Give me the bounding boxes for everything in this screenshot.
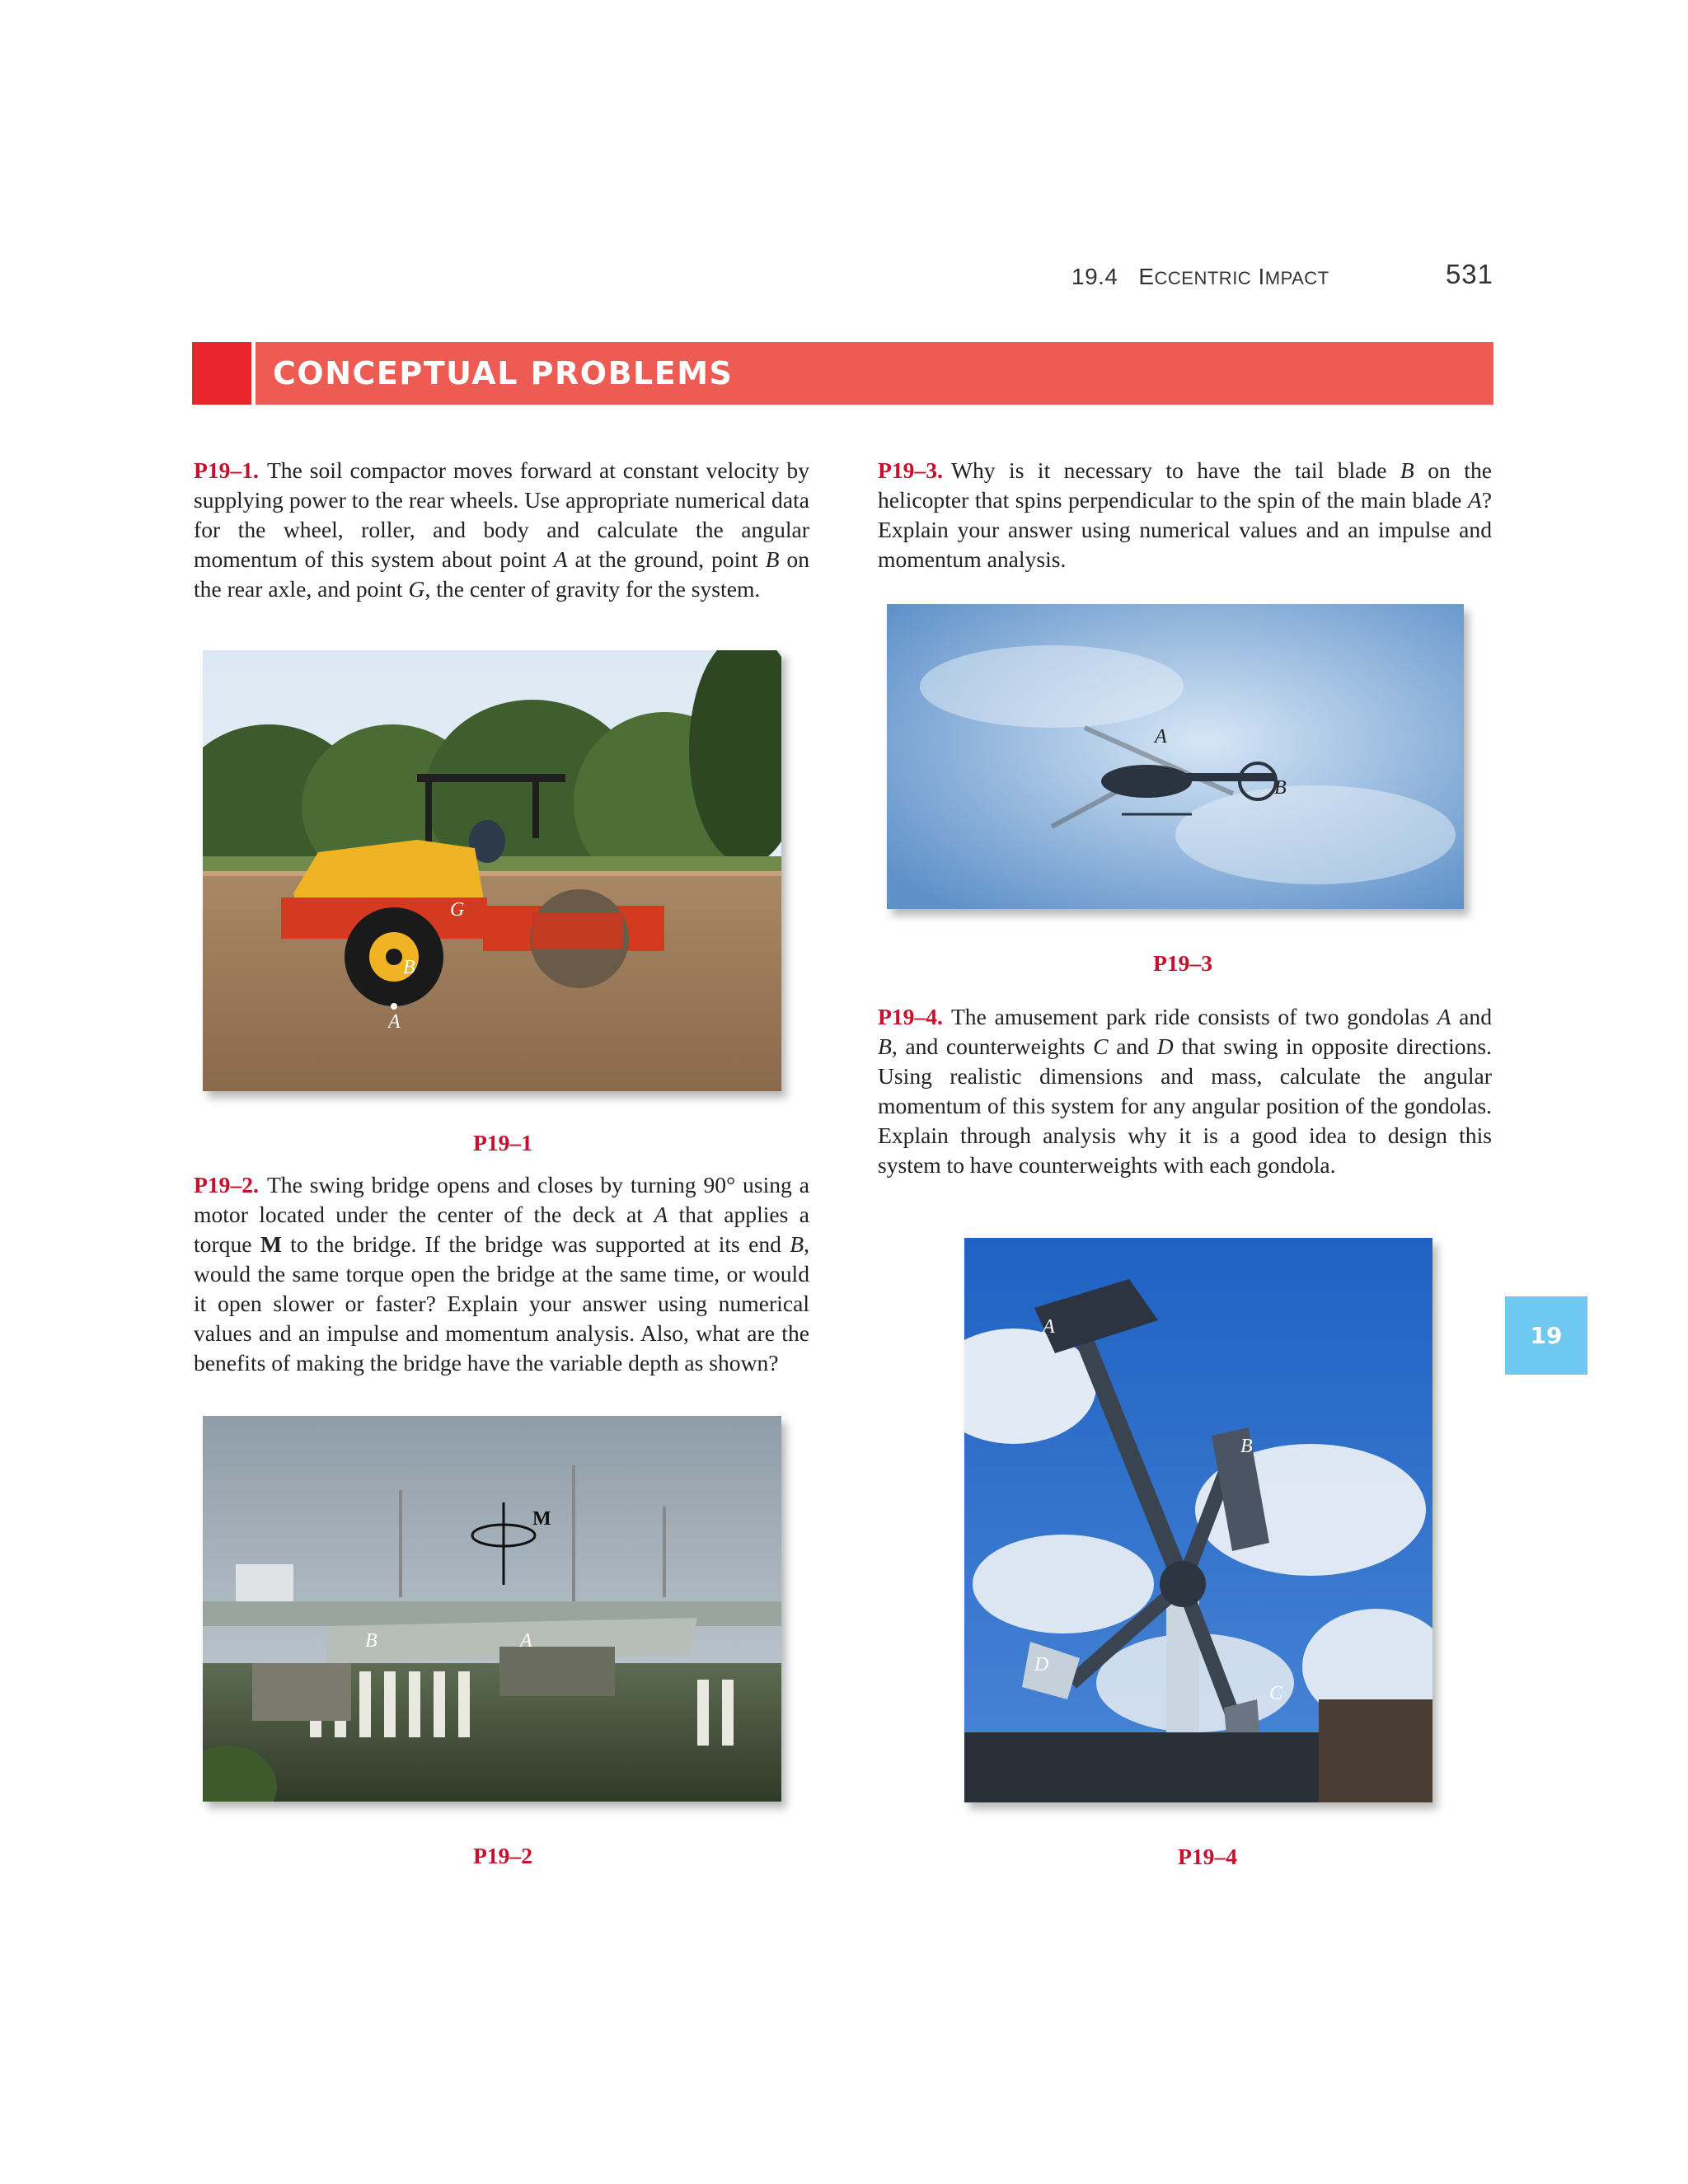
figure-soil-compactor bbox=[203, 650, 781, 1091]
figure-caption: P19–1 bbox=[472, 1130, 533, 1155]
figure-caption: P19–3 bbox=[1152, 950, 1213, 976]
label-B: B bbox=[365, 1630, 377, 1652]
problem-text: The swing bridge opens and closes by turning 90° using a motor located under the center of the deck at A that applies a torque M to the bridge. If the bridge was supported at its end B, would the same torque open the bridge at the same time, or would it open slower or faster? Explain your answer using numerical values and an impulse and momentum analysis. Also, what are the benefits of making the bridge have the variable depth as shown? bbox=[194, 1172, 809, 1376]
figure-caption: P19–2 bbox=[472, 1843, 533, 1868]
problem-number: P19–1. bbox=[194, 457, 259, 483]
label-G: G bbox=[450, 899, 465, 921]
page-number: 531 bbox=[1445, 259, 1493, 289]
banner-title: CONCEPTUAL PROBLEMS bbox=[273, 355, 734, 391]
section-banner bbox=[192, 342, 1493, 405]
problem-p19-3 bbox=[878, 456, 1492, 574]
figure-caption: P19–4 bbox=[1177, 1844, 1238, 1869]
figure-swing-bridge bbox=[203, 1416, 781, 1802]
problem-number: P19–3. bbox=[878, 457, 943, 483]
problem-number: P19–4. bbox=[878, 1004, 943, 1029]
problem-text: The amusement park ride consists of two gondolas A and B, and counterweights C and D that swing in opposite directions. Using realistic dimensions and mass, calculate the angular momentum of this system for any angular position of the gondolas. Explain through analysis why it is a good idea to design this system to have counterweights with each gondola. bbox=[878, 1004, 1492, 1178]
label-B: B bbox=[1274, 777, 1287, 799]
label-A: A bbox=[1043, 1316, 1055, 1338]
label-D: D bbox=[1034, 1654, 1049, 1675]
problem-text: The soil compactor moves forward at constant velocity by supplying power to the rear wheels. Use appropriate numerical data for the wheel, roller, and body and calculate the angular momentum of this system about point A at the ground, point B on the rear axle, and point G, the center of gravity for the system. bbox=[194, 457, 809, 602]
label-A: A bbox=[388, 1011, 401, 1033]
chapter-tab: 19 bbox=[1505, 1296, 1587, 1375]
running-head bbox=[1071, 259, 1500, 295]
figure-helicopter bbox=[887, 604, 1464, 909]
label-M: M bbox=[532, 1508, 551, 1530]
label-B: B bbox=[1240, 1436, 1253, 1457]
label-A: A bbox=[520, 1630, 532, 1652]
problem-p19-2 bbox=[194, 1170, 809, 1378]
banner-accent-block bbox=[192, 342, 251, 405]
problem-number: P19–2. bbox=[194, 1172, 259, 1197]
label-A: A bbox=[1155, 726, 1167, 748]
problem-p19-1 bbox=[194, 456, 809, 604]
label-B: B bbox=[403, 957, 415, 978]
figure-amusement-ride bbox=[964, 1238, 1432, 1802]
label-C: C bbox=[1269, 1683, 1283, 1704]
section-title: 19.4 ECCENTRIC IMPACT bbox=[1071, 264, 1329, 289]
problem-text: Why is it necessary to have the tail blade B on the helicopter that spins perpendicular to the spin of the main blade A? Explain your answer using numerical values and an impulse and momentum analysis. bbox=[878, 457, 1492, 572]
problem-p19-4 bbox=[878, 1002, 1492, 1180]
